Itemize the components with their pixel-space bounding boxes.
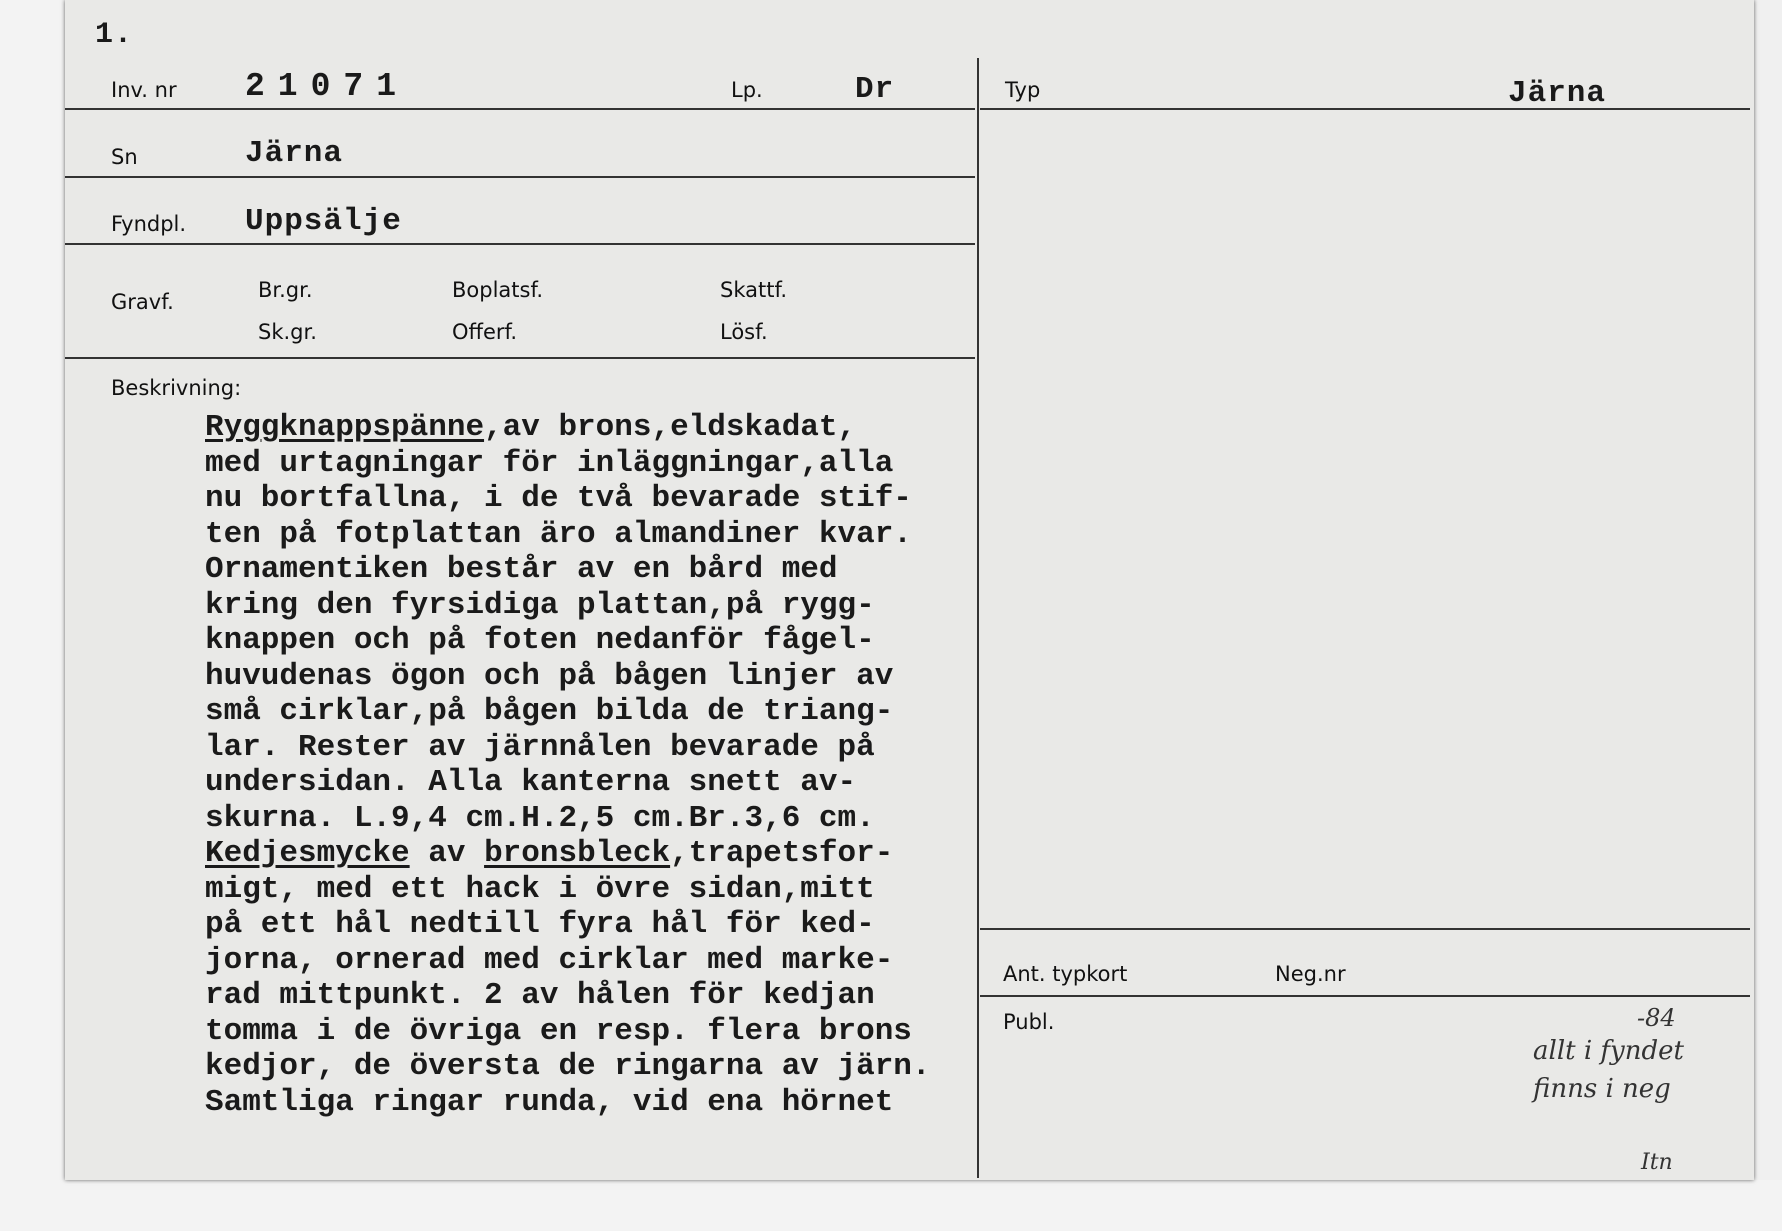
rule-inv [65,108,975,110]
handwritten-number: -84 [1637,1004,1676,1032]
description-line: Ornamentiken består av en bård med [205,552,838,587]
losf-label: Lösf. [720,320,768,344]
description-line: undersidan. Alla kanterna snett av- [205,765,857,800]
scan-background-bottom [0,1180,1782,1231]
rule-typ [980,108,1750,110]
boplatsf-label: Boplatsf. [452,278,544,302]
sn-value: Järna [245,136,344,171]
description-line: knappen och på foten nedanför fågel- [205,623,875,658]
fyndpl-label: Fyndpl. [111,212,187,236]
typ-value: Järna [1508,76,1607,111]
description-text-span: ,trapetsfor- [670,836,894,871]
handwritten-note-line1: allt i fyndet [1533,1036,1684,1066]
beskrivning-label: Beskrivning: [111,376,242,400]
sn-label: Sn [111,145,138,169]
scan-background-left [0,0,65,1231]
card-number: 1. [95,18,134,52]
inv-label: Inv. nr [111,78,177,102]
description-line: Samtliga ringar runda, vid ena hörnet [205,1084,894,1120]
object-term: Ryggknappspänne [205,410,485,445]
skgr-label: Sk.gr. [258,320,317,344]
description-text [205,410,1005,1120]
material-term: bronsbleck [484,836,671,871]
object-term: Kedjesmycke [205,836,410,871]
inv-value: 21071 [245,68,410,105]
publ-label: Publ. [1003,1010,1055,1034]
typ-label: Typ [1005,78,1041,102]
scan-background-right [1754,0,1782,1231]
ant-typkort-label: Ant. typkort [1003,962,1128,986]
description-line: tomma i de övriga en resp. flera brons [205,1013,912,1049]
description-line: jorna, ornerad med cirklar med marke- [205,942,894,978]
lp-value: Dr [855,72,895,107]
description-line [205,836,1005,872]
rule-fyndpl [65,243,975,245]
rule-ant-typkort-top [980,928,1750,930]
description-line: kring den fyrsidiga plattan,på rygg- [205,587,875,623]
skattf-label: Skattf. [720,278,787,302]
description-line: med urtagningar för inläggningar,alla [205,445,894,481]
fyndpl-value: Uppsälje [245,204,402,239]
handwritten-note-line2: finns i neg [1533,1074,1671,1104]
description-text-span: av [409,836,485,871]
description-line: på ett hål nedtill fyra hål för ked- [205,907,875,942]
description-line: rad mittpunkt. 2 av hålen för kedjan [205,978,875,1013]
description-line: små cirklar,på bågen bilda de triang- [205,694,894,729]
neg-nr-label: Neg.nr [1275,962,1346,986]
description-line: skurna. L.9,4 cm.H.2,5 cm.Br.3,6 cm. [205,800,875,836]
offerf-label: Offerf. [452,320,518,344]
rule-sn [65,176,975,178]
description-line [205,410,1005,446]
rule-gravf [65,357,975,359]
rule-publ-top [980,995,1750,997]
brgr-label: Br.gr. [258,278,313,302]
description-line: lar. Rester av järnnålen bevarade på [205,729,875,765]
description-line: nu bortfallna, i de två bevarade stif- [205,481,912,516]
description-line: kedjor, de översta de ringarna av järn. [205,1049,931,1084]
description-line: migt, med ett hack i övre sidan,mitt [205,871,875,907]
description-line: ten på fotplattan äro almandiner kvar. [205,516,912,552]
description-text-span: ,av brons,eldskadat, [484,410,857,445]
gravf-label: Gravf. [111,290,174,314]
lp-label: Lp. [731,78,763,102]
handwritten-initials: Itn [1641,1150,1673,1175]
description-line: huvudenas ögon och på bågen linjer av [205,658,894,694]
